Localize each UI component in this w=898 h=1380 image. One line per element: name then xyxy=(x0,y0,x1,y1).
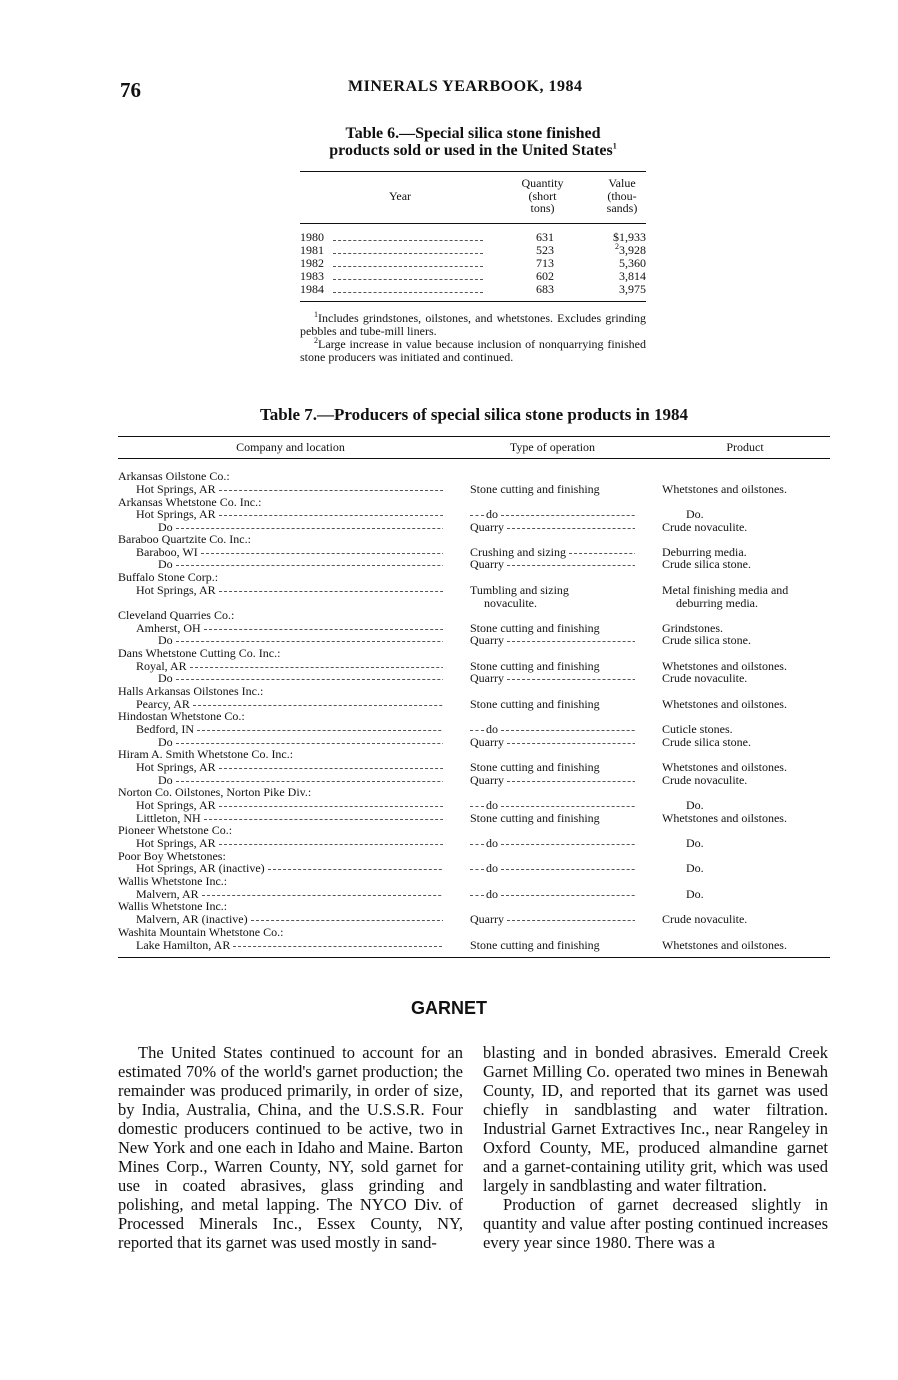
table6-row: 1984 683 3,975 xyxy=(300,282,646,296)
product: Crude silica stone. xyxy=(662,633,751,647)
product: Crude novaculite. xyxy=(662,520,748,534)
operation-type: do xyxy=(470,508,635,521)
product: Whetstones and oilstones. xyxy=(662,482,787,496)
table7-title: Table 7.—Producers of special silica stone products in 1984 xyxy=(259,405,688,424)
table6-title-footnote: 1 xyxy=(612,141,617,151)
operation-type: Stone cutting and finishing xyxy=(470,812,600,825)
table6-footnote-1: $^1$Includes grindstones, oilstones, and whetstones. Excludes grinding pebbles and tube-mill liners. xyxy=(300,310,646,338)
company-location: Pearcy, AR xyxy=(118,698,443,711)
garnet-right-column xyxy=(483,1043,828,1252)
table6-row: 1982 713 5,360 xyxy=(300,256,646,270)
table6-bottom-rule xyxy=(300,301,646,302)
company-name: Buffalo Stone Corp.: xyxy=(118,571,219,584)
company-location: Bedford, IN xyxy=(118,723,443,736)
product: Deburring media. xyxy=(662,545,747,559)
running-title: MINERALS YEARBOOK, 1984 xyxy=(348,78,583,95)
table6-row: 1980 631 $1,933 xyxy=(300,230,646,244)
table7-col-company: Company and location xyxy=(236,440,345,454)
operation-type: Crushing and sizing xyxy=(470,546,635,559)
product: Crude silica stone. xyxy=(662,557,751,571)
operation-type: do xyxy=(470,837,635,850)
operation-type: Quarry xyxy=(470,521,635,534)
garnet-left-column xyxy=(118,1043,463,1252)
operation-type: Tumbling and sizing xyxy=(470,584,569,597)
operation-type: do xyxy=(470,723,635,736)
table6-col-year: Year xyxy=(388,189,412,203)
product: Do. xyxy=(686,887,704,901)
company-location: Littleton, NH xyxy=(118,812,443,825)
product: Crude novaculite. xyxy=(662,671,748,685)
company-name: Halls Arkansas Oilstones Inc.: xyxy=(118,685,264,698)
product: Whetstones and oilstones. xyxy=(662,938,787,952)
table6-header-rule xyxy=(300,223,646,224)
product: Crude silica stone. xyxy=(662,735,751,749)
table6-title xyxy=(300,125,646,159)
product: Whetstones and oilstones. xyxy=(662,659,787,673)
operation-type: Stone cutting and finishing xyxy=(470,698,600,711)
company-location: Hot Springs, AR xyxy=(118,584,443,597)
operation-type: do xyxy=(470,799,635,812)
company-location: Lake Hamilton, AR xyxy=(118,939,443,952)
table7-bottom-rule xyxy=(118,957,830,958)
operation-type: Quarry xyxy=(470,634,635,647)
table7-col-product: Product xyxy=(726,440,764,454)
operation-type: Stone cutting and finishing xyxy=(470,939,600,952)
operation-type: Quarry xyxy=(470,736,635,749)
company-name: Washita Mountain Whetstone Co.: xyxy=(118,926,284,939)
operation-type: Quarry xyxy=(470,913,635,926)
company-name: Baraboo Quartzite Co. Inc.: xyxy=(118,533,251,546)
operation-type: Stone cutting and finishing xyxy=(470,622,600,635)
company-location: Malvern, AR xyxy=(118,888,443,901)
product: Do. xyxy=(686,836,704,850)
table6-col-value: Value (thou- sands) xyxy=(606,176,638,215)
table6-footnotes xyxy=(300,312,646,364)
table6-footnote-2: $^2$Large increase in value because inclusion of nonquarrying finished stone producers was initiated and continued. xyxy=(300,336,646,364)
operation-type: Stone cutting and finishing xyxy=(470,761,600,774)
operation-type: Stone cutting and finishing xyxy=(470,483,600,496)
garnet-paragraph: The United States continued to account for an estimated 70% of the world's garnet production; the remainder was produced primarily, in order of size, by India, Australia, China, and the U.S.S.R. Four domestic producers continued to be active, two in New York and one each in Idaho and Maine. Barton Mines Corp., Warren County, NY, sold garnet for use in coated abrasives, glass grinding and polishing, and metal lapping. The NYCO Div. of Processed Minerals Inc., Essex County, NY, reported that its garnet was used mostly in sand- xyxy=(118,1043,463,1252)
product: Whetstones and oilstones. xyxy=(662,811,787,825)
company-location: Hot Springs, AR xyxy=(118,761,443,774)
company-location: Malvern, AR (inactive) xyxy=(118,913,443,926)
company-location: Royal, AR xyxy=(118,660,443,673)
company-location: Hot Springs, AR (inactive) xyxy=(118,862,443,875)
product: Cuticle stones. xyxy=(662,722,733,736)
operation-type: Stone cutting and finishing xyxy=(470,660,600,673)
product: Grindstones. xyxy=(662,621,723,635)
company-name: Poor Boy Whetstones: xyxy=(118,850,226,863)
product: Whetstones and oilstones. xyxy=(662,697,787,711)
company-location: Amherst, OH xyxy=(118,622,443,635)
product: Metal finishing media and xyxy=(662,583,789,597)
company-name: Wallis Whetstone Inc.: xyxy=(118,900,228,913)
garnet-paragraph: Production of garnet decreased slightly in quantity and value after posting continued increases every year since 1980. There was a xyxy=(483,1195,828,1252)
company-location: Hot Springs, AR xyxy=(118,837,443,850)
garnet-paragraph: blasting and in bonded abrasives. Emerald Creek Garnet Milling Co. operated two mines in Benewah County, ID, and reported that its garnet was used chiefly in sandblasting and water filtration. Industrial Garnet Extractives Inc., near Rangeley in Oxford County, ME, produced almandine garnet and a garnet-containing utility grit, which was used largely in sandblasting and water filtration. xyxy=(483,1043,828,1195)
product-cont: deburring media. xyxy=(676,596,758,610)
company-location: Do xyxy=(118,521,443,534)
company-location: Do xyxy=(118,672,443,685)
product: Do. xyxy=(686,798,704,812)
table6-row: 1983 602 3,814 xyxy=(300,269,646,283)
company-name: Wallis Whetstone Inc.: xyxy=(118,875,228,888)
table7-top-rule xyxy=(118,436,830,437)
table7-col-operation: Type of operation xyxy=(509,440,596,454)
product: Whetstones and oilstones. xyxy=(662,760,787,774)
table7-header-rule xyxy=(118,458,830,459)
company-location: Do xyxy=(118,634,443,647)
company-name: Norton Co. Oilstones, Norton Pike Div.: xyxy=(118,786,312,799)
product: Crude novaculite. xyxy=(662,912,748,926)
product: Crude novaculite. xyxy=(662,773,748,787)
company-name: Arkansas Whetstone Co. Inc.: xyxy=(118,496,262,509)
company-location: Do xyxy=(118,736,443,749)
operation-type: Quarry xyxy=(470,774,635,787)
operation-type: do xyxy=(470,862,635,875)
company-name: Cleveland Quarries Co.: xyxy=(118,609,235,622)
table6-title-line2: products sold or used in the United States xyxy=(329,142,613,159)
company-name: Hiram A. Smith Whetstone Co. Inc.: xyxy=(118,748,294,761)
company-location: Hot Springs, AR xyxy=(118,799,443,812)
product: Do. xyxy=(686,507,704,521)
section-heading: GARNET xyxy=(411,998,487,1018)
company-name: Hindostan Whetstone Co.: xyxy=(118,710,245,723)
company-name: Dans Whetstone Cutting Co. Inc.: xyxy=(118,647,281,660)
product: Do. xyxy=(686,861,704,875)
operation-type: Quarry xyxy=(470,558,635,571)
operation-type-cont: novaculite. xyxy=(484,597,537,610)
table6-top-rule xyxy=(300,171,646,172)
company-location: Hot Springs, AR xyxy=(118,483,443,496)
company-name: Pioneer Whetstone Co.: xyxy=(118,824,233,837)
company-location: Do xyxy=(118,774,443,787)
operation-type: do xyxy=(470,888,635,901)
operation-type: Quarry xyxy=(470,672,635,685)
company-name: Arkansas Oilstone Co.: xyxy=(118,470,230,483)
page-number: 76 xyxy=(120,78,141,102)
table6-row: 1981 523 $^2$3,928 xyxy=(300,242,646,257)
table6-title-line1: Table 6.—Special silica stone finished xyxy=(345,125,601,142)
company-location: Baraboo, WI xyxy=(118,546,443,559)
table6-col-quantity: Quantity (short tons) xyxy=(521,176,564,215)
company-location: Hot Springs, AR xyxy=(118,508,443,521)
company-location: Do xyxy=(118,558,443,571)
